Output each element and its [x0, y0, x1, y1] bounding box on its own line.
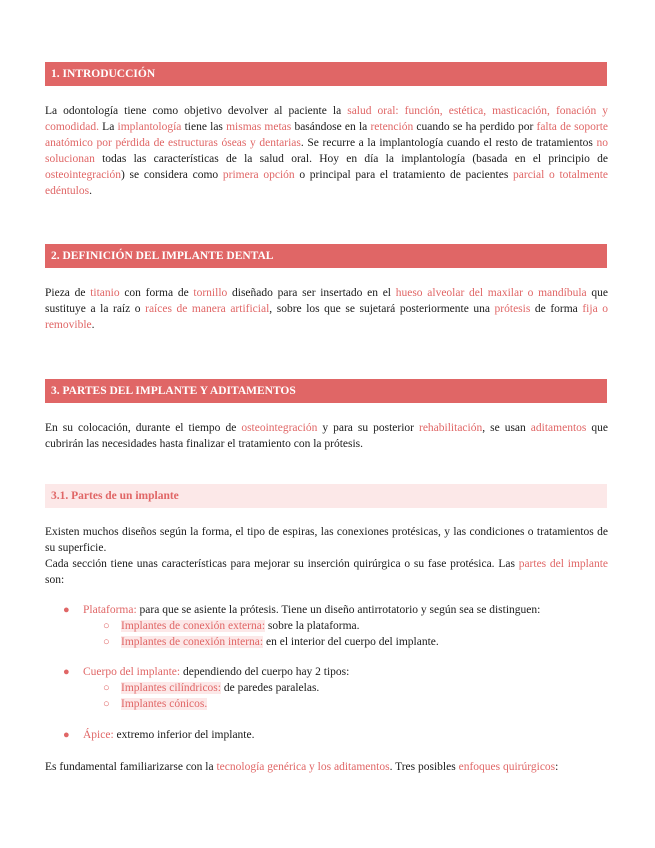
bullet-circle-icon: ○	[103, 620, 110, 632]
list-item-plataforma: ● Plataforma: para que se asiente la prótesis. Tiene un diseño antirrotatorio y según sea se distinguen: ○ Implantes de conexión externa: sobre la plataforma. ○ Implantes de conexión interna: en el interior del cuerpo del implante.	[45, 602, 608, 650]
section-header-introduccion: 1. INTRODUCCIÓN	[45, 62, 607, 86]
list-item-conexion-interna: ○ Implantes de conexión interna: en el interior del cuerpo del implante.	[103, 636, 439, 648]
bullet-circle-icon: ○	[103, 682, 110, 694]
subsection-header-partes-implante: 3.1. Partes de un implante	[45, 484, 607, 508]
paragraph-partes: En su colocación, durante el tiempo de osteointegración y para su posterior rehabilitación, se usan aditamentos que cubrirán las necesidades hasta finalizar el tratamiento con la prótesis.	[45, 422, 608, 450]
paragraph-disenos: Existen muchos diseños según la forma, el tipo de espiras, las conexiones protésicas, y las condiciones o tratamientos de su superficie.	[45, 526, 608, 554]
list-item-conicos: ○ Implantes cónicos.	[103, 698, 208, 710]
list-item-cilindricos: ○ Implantes cilíndricos: de paredes paralelas.	[103, 682, 320, 694]
section-header-definicion: 2. DEFINICIÓN DEL IMPLANTE DENTAL	[45, 244, 607, 268]
list-item-apice: ● Ápice: extremo inferior del implante.	[63, 729, 255, 741]
bullet-dot-icon: ●	[63, 666, 70, 678]
bullet-dot-icon: ●	[63, 729, 70, 741]
bullet-circle-icon: ○	[103, 698, 110, 710]
paragraph-introduccion: La odontología tiene como objetivo devolver al paciente la salud oral: función, estética, masticación, fonación y comodidad. La implantología tiene las mismas metas basándose en la retención cuando se ha perdido por falta de soporte anatómico por pérdida de estructuras óseas y dentarias. Se recurre a la implantología cuando el resto de tratamientos no solucionan todas las características de la salud oral. Hoy en día la implantología (basada en el principio de osteointegración) se considera como primera opción o principal para el tratamiento de pacientes parcial o totalmente edéntulos.	[45, 105, 609, 197]
bullet-list-cuerpo	[45, 664, 608, 712]
list-item-conexion-externa: ○ Implantes de conexión externa: sobre la plataforma.	[103, 620, 360, 632]
bullet-dot-icon: ●	[63, 604, 70, 616]
bullet-circle-icon: ○	[103, 636, 110, 648]
bullet-list-apice	[45, 727, 608, 743]
bullet-list-plataforma	[45, 602, 608, 650]
paragraph-enfoques: Es fundamental familiarizarse con la tecnología genérica y los aditamentos. Tres posibles enfoques quirúrgicos:	[45, 761, 559, 773]
paragraph-definicion: Pieza de titanio con forma de tornillo diseñado para ser insertado en el hueso alveolar del maxilar o mandíbula que sustituye a la raíz o raíces de manera artificial, sobre los que se sujetará posteriormente una prótesis de forma fija o removible.	[45, 287, 608, 331]
paragraph-secciones: Cada sección tiene unas características para mejorar su inserción quirúrgica o su fase protésica. Las partes del implante son:	[45, 558, 608, 586]
list-item-cuerpo: ● Cuerpo del implante: dependiendo del cuerpo hay 2 tipos: ○ Implantes cilíndricos: de paredes paralelas. ○ Implantes cónicos.	[45, 664, 608, 712]
section-header-partes: 3. PARTES DEL IMPLANTE Y ADITAMENTOS	[45, 379, 607, 403]
